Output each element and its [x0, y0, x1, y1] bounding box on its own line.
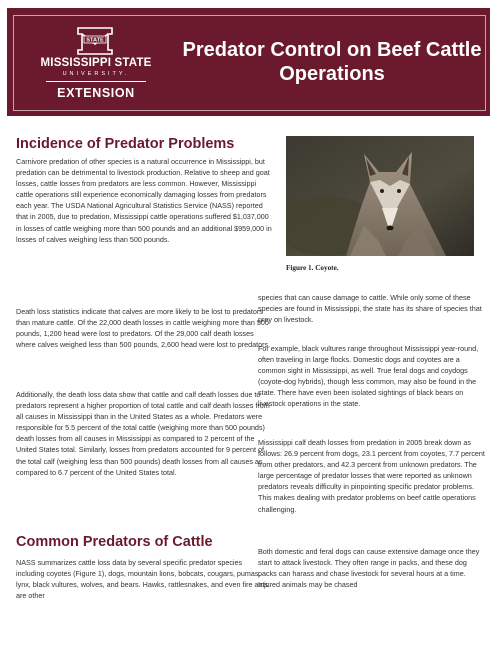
- msu-logo-mark-icon: [72, 22, 118, 56]
- paragraph-incidence-1: Carnivore predation of other species is a natural occurrence in Mississippi, but predation can be detrimental to livestock production. Relative to sheep and goat losses, cattle losses from predators are less common. However, Mississippi cattle operations still experience economically damaging losses from predators each year. The USDA National Agricultural Statistics Service (NASS) reported that in 2005, due to predation, Mississippi cattle operations suffered $1,037,000 in losses of cattle weighing more than 500 pounds and an additional $959,000 in losses of calves weighing less than 500 pounds.: [16, 157, 272, 244]
- header-banner: [7, 8, 490, 116]
- logo-extension: EXTENSION: [57, 86, 135, 100]
- logo-university-word: UNIVERSITY.: [62, 71, 130, 77]
- banner-frame: [13, 15, 486, 111]
- logo-divider: [46, 81, 146, 82]
- paragraph-right-4: Both domestic and feral dogs can cause extensive damage once they start to attack livestock. They often range in packs, and these dog packs can harass and chase livestock for several hours at a time. Injured animals may be chased: [258, 547, 480, 590]
- coyote-image: [286, 136, 474, 256]
- paragraph-right-1: species that can cause damage to cattle. While only some of these species are found in Mississippi, the state has its share of species that prey on livestock.: [258, 293, 482, 325]
- paragraph-incidence-3: Additionally, the death loss data show that cattle and calf death losses due to predators represent a higher proportion of total cattle and calf death losses from all causes in Mississippi than in the United States as a whole. Predators were responsible for 5.5 percent of the total cattle (weighing more than 500 pounds) death losses from all causes in Mississippi as compared to 2 percent of the United States total. Similarly, losses from predators accounted for 9 percent of the total calf (weighing less than 500 pounds) death losses from all causes as compared to 6.7 percent of the United States total.: [16, 390, 270, 477]
- logo-university-name: MISSISSIPPI STATE: [40, 57, 152, 69]
- paragraph-predators-1: NASS summarizes cattle loss data by several specific predator species including coyotes (Figure 1), dogs, mountain lions, bobcats, cougars, pumas, lynx, black vultures, wolves, and bears. Hawks, rattlesnakes, and even fire ants are other: [16, 558, 269, 601]
- paragraph-right-3: Mississippi calf death losses from predation in 2005 break down as follows: 26.9 percent from dogs, 23.1 percent from coyotes, 7.7 percent from other predators, and 42.3 percent from unknown predators. The large percentage of predator losses that were reported as unknown predators reveals difficulty in pinpointing specific predator problems. This makes dealing with predator problems on beef cattle operations challenging.: [258, 438, 485, 514]
- page-title: Predator Control on Beef Cattle Operations: [182, 39, 482, 85]
- logo-shield-text: STATE: [86, 37, 104, 44]
- paragraph-incidence-2: Death loss statistics indicate that calves are more likely to be lost to predators than mature cattle. Of the 22,000 death losses in cattle weighing more than 500 pounds, 1,200 head were lost to predators. Of the 29,000 calf death losses where calves weighed less than 500 pounds, 2,600 head were lost to predators.: [16, 307, 271, 350]
- heading-incidence: Incidence of Predator Problems: [16, 136, 235, 152]
- msu-extension-logo: [22, 20, 170, 106]
- heading-common-predators: Common Predators of Cattle: [16, 534, 213, 550]
- figure-caption: Figure 1. Coyote.: [286, 264, 339, 272]
- coyote-photo: [286, 136, 474, 256]
- paragraph-right-2: For example, black vultures range throughout Mississippi year-round, often traveling in large flocks. Domestic dogs and coyotes are a common sight in Mississippi, as well. True feral dogs and coydogs (coyote-dog hybrids), though less common, may also be found in the state. There have even been isolated sightings of black bears on livestock operations in the state.: [258, 344, 479, 409]
